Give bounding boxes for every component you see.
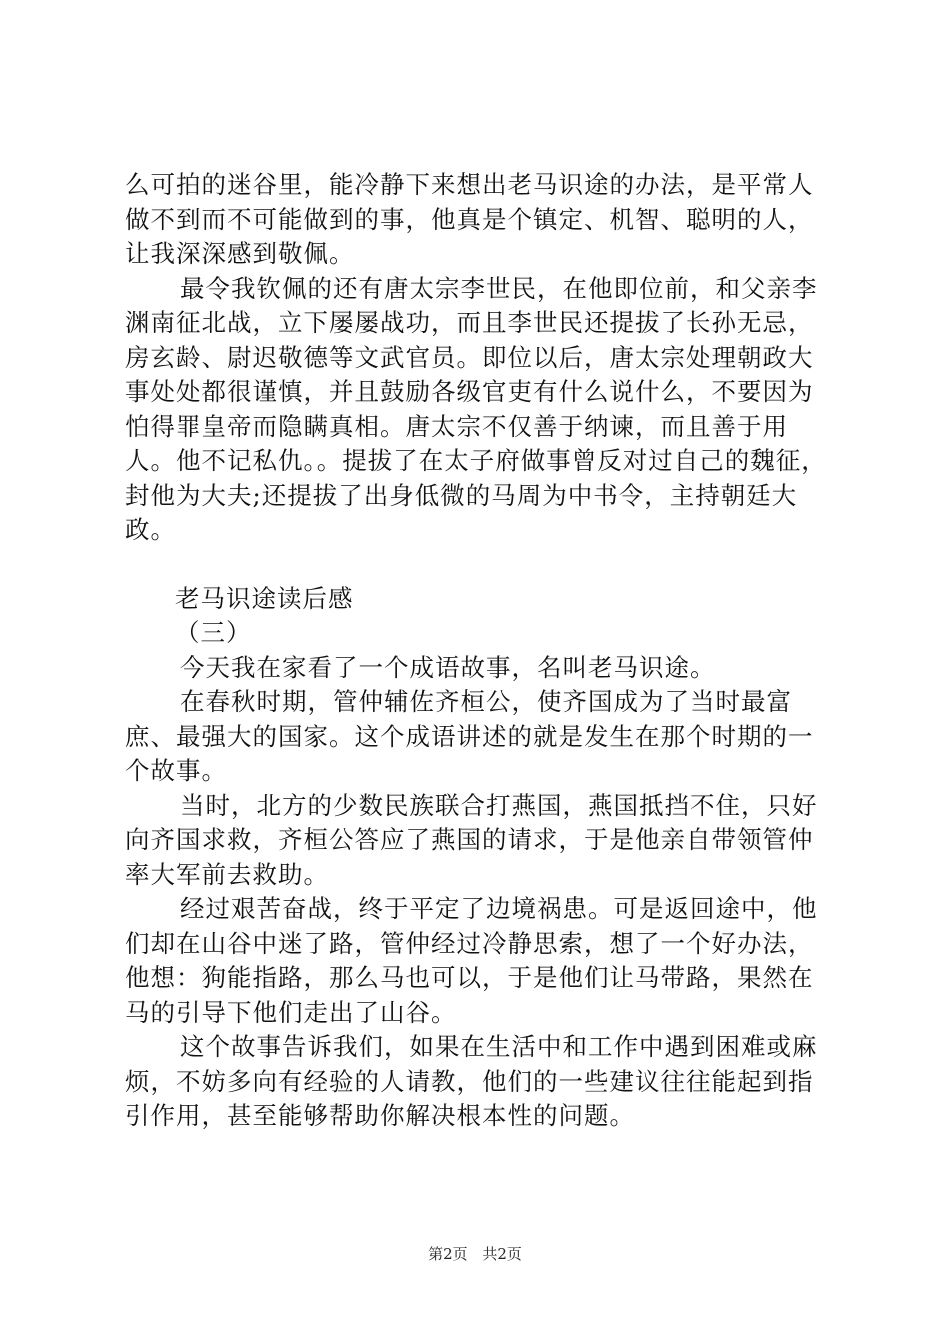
page-footer xyxy=(0,1244,950,1264)
paragraph-spacer xyxy=(125,548,837,582)
paragraph-rescue: 当时，北方的少数民族联合打燕国，燕国抵挡不住，只好向齐国求救，齐桓公答应了燕国的请求，于是他亲自带领管仲率大军前去救助。 xyxy=(125,790,818,889)
paragraph-intro: 今天我在家看了一个成语故事，名叫老马识途。 xyxy=(180,652,716,682)
paragraph-background: 在春秋时期，管仲辅佐齐桓公，使齐国成为了当时最富庶、最强大的国家。这个成语讲述的就是发生在那个时期的一个故事。 xyxy=(125,687,814,785)
paragraph-tang-taizong: 最令我钦佩的还有唐太宗李世民，在他即位前，和父亲李渊南征北战，立下屡屡战功，而且李世民还提拔了长孙无忌，房玄龄、尉迟敬德等文武官员。即位以后，唐太宗处理朝政大事处处都很谨慎，并且鼓励各级官吏有什么说什么，不要因为怕得罪皇帝而隐瞒真相。唐太宗不仅善于纳谏，而且善于用人。他不记私仇。。提拔了在太子府做事曾反对过自己的魏征，封他为大夫;还提拔了出身低微的马周为中书令，主持朝廷大政。 xyxy=(125,273,827,544)
section-title: 老马识途读后感 xyxy=(175,583,354,613)
document-body xyxy=(125,168,837,1134)
paragraph-moral: 这个故事告诉我们，如果在生活中和工作中遇到困难或麻烦，不妨多向有经验的人请教，他们的一些建议往往能起到指引作用，甚至能够帮助你解决根本性的问题。 xyxy=(125,1032,818,1130)
page-number-total: 共2页 xyxy=(482,1245,522,1263)
paragraph-lost-way: 经过艰苦奋战，终于平定了边境祸患。可是返回途中，他们却在山谷中迷了路，管仲经过冷静思索，想了一个好办法，他想：狗能指路，那么马也可以，于是他们让马带路，果然在马的引导下他们走出了山谷。 xyxy=(125,894,818,1027)
section-number: （三） xyxy=(175,618,252,647)
page-number-current: 第2页 xyxy=(428,1245,468,1263)
paragraph-continued: 么可拍的迷谷里，能冷静下来想出老马识途的办法，是平常人做不到而不可能做到的事，他真是个镇定、机智、聪明的人，让我深深感到敬佩。 xyxy=(125,170,814,268)
